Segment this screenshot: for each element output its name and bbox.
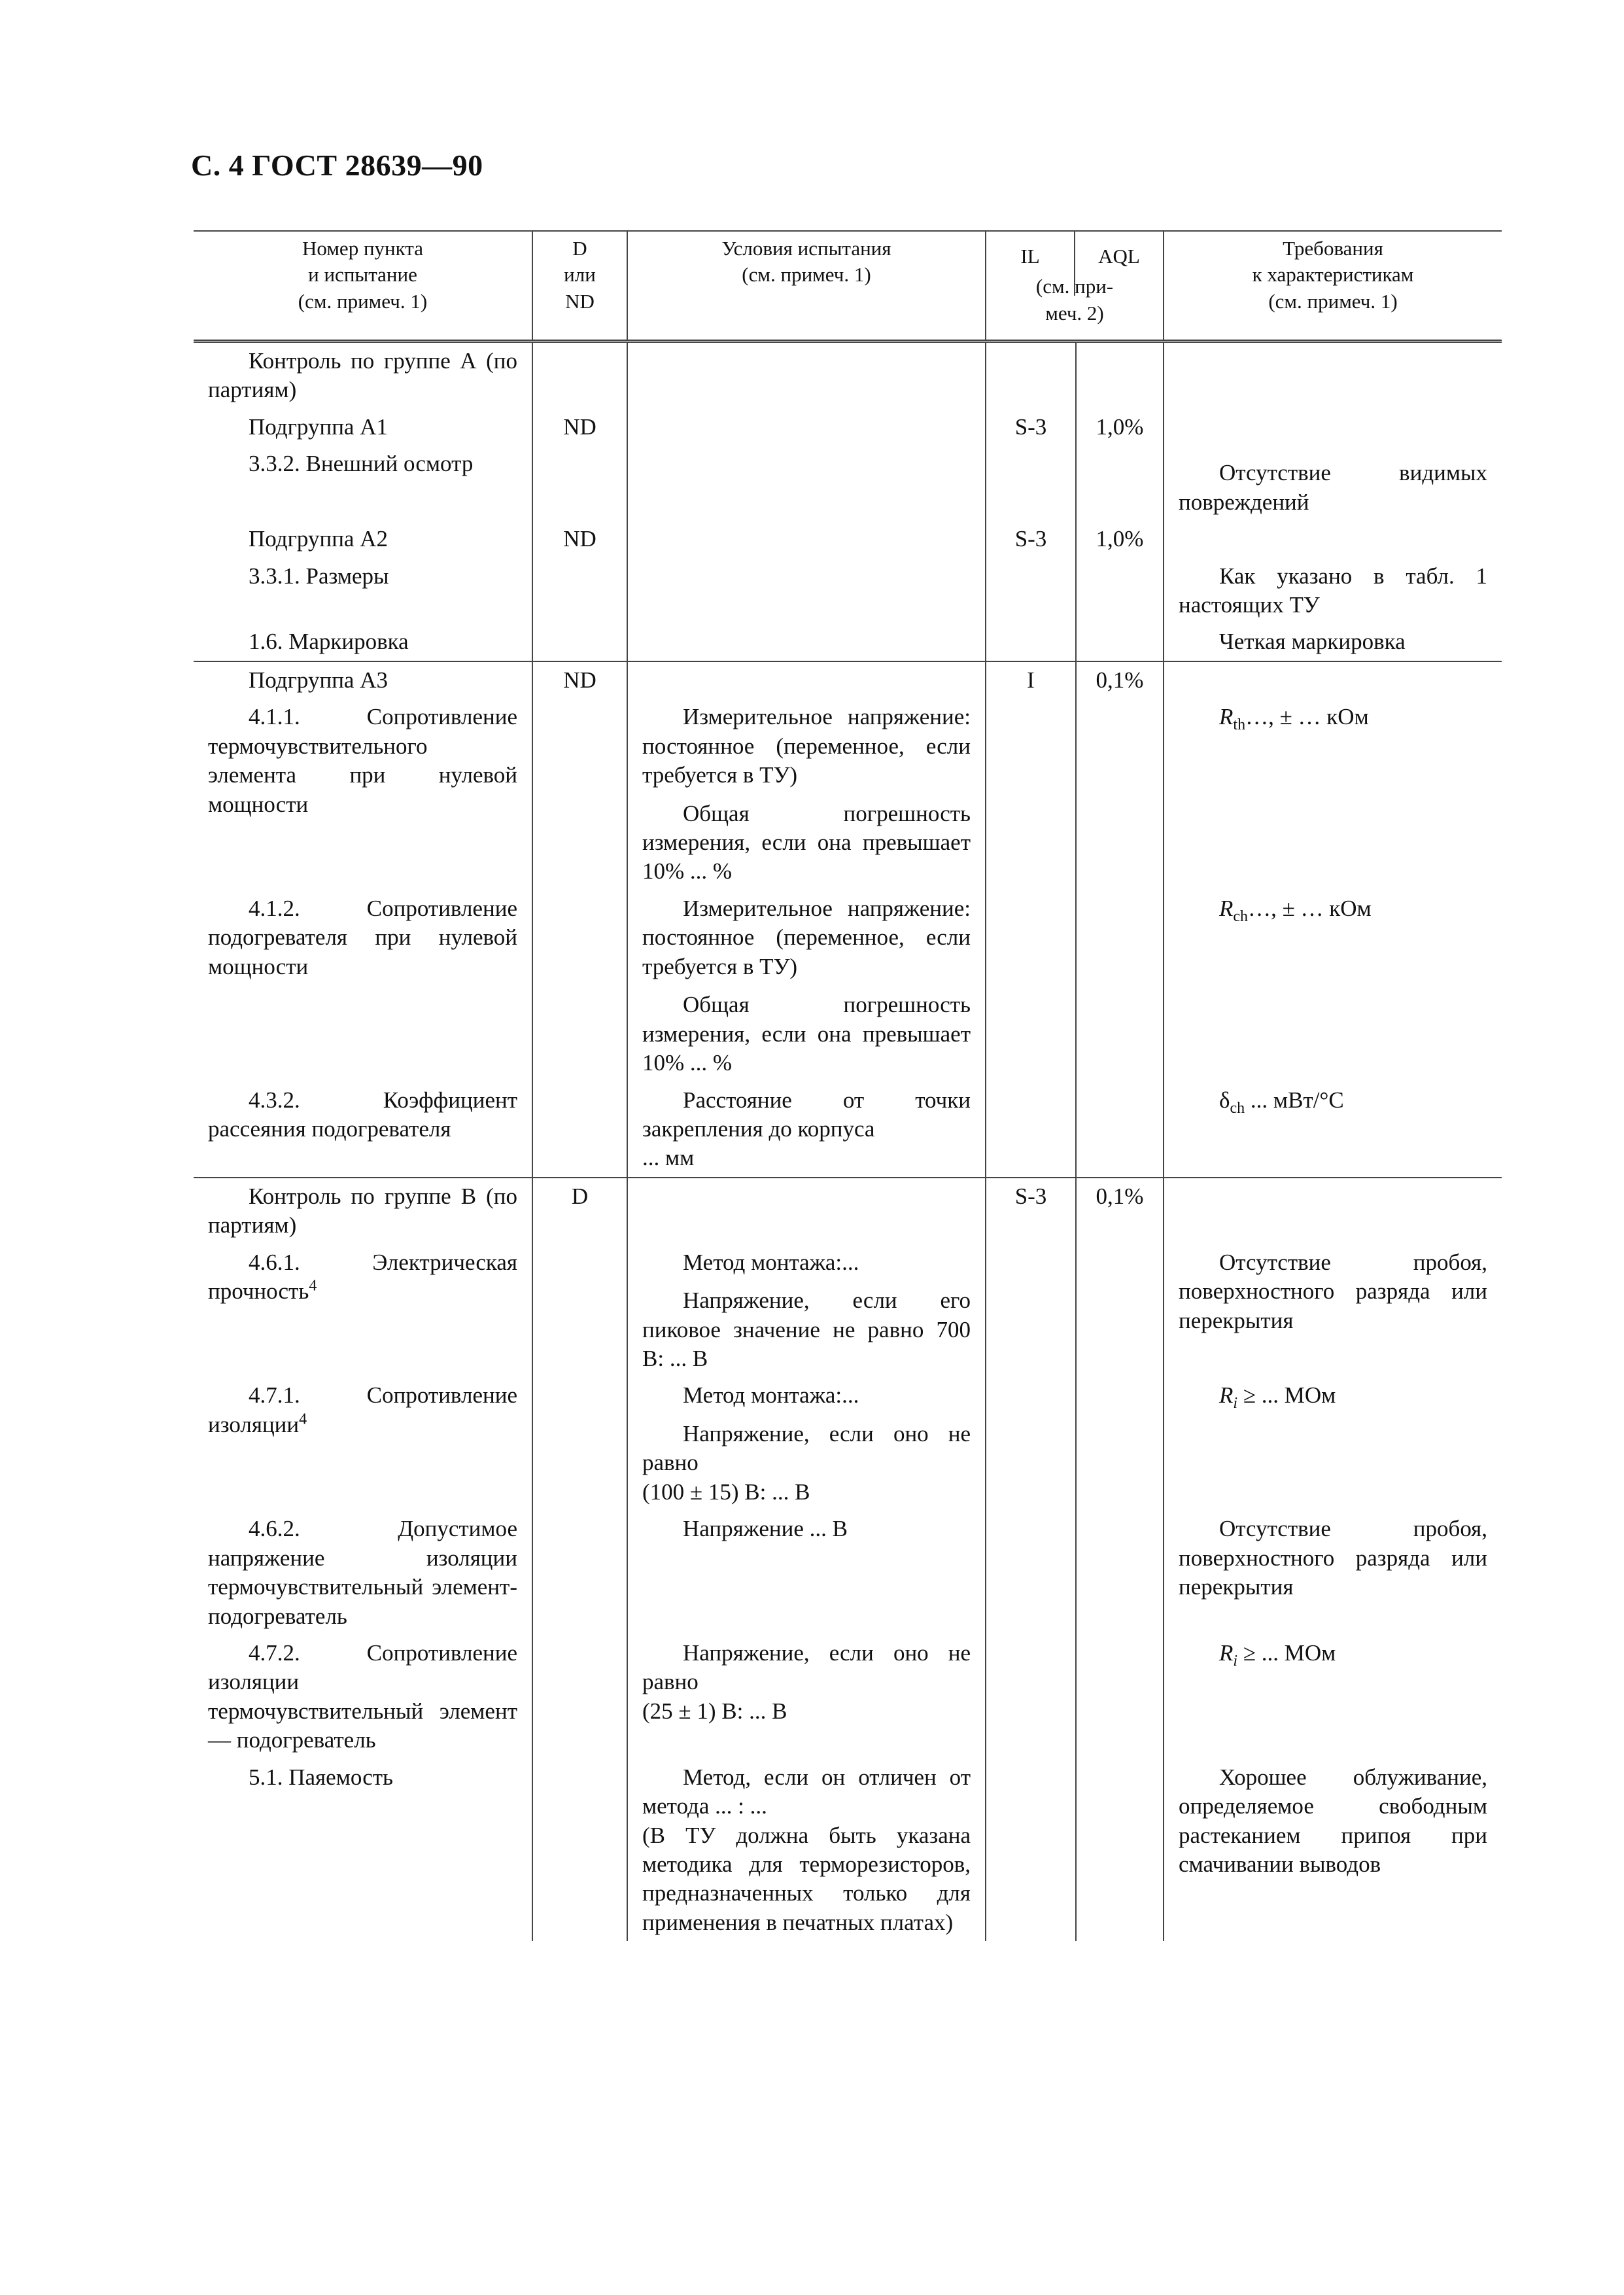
test-51-condition-1: Метод, если он отличен от метода ... : ... [642, 1764, 971, 1819]
subgroup-a1: Подгруппа А1 [194, 409, 532, 446]
test-331-requirement: Как указано в табл. 1 настоящих ТУ [1179, 563, 1488, 618]
a1-d-nd: ND [532, 409, 627, 446]
a2-aql: 1,0% [1076, 521, 1164, 557]
test-432-condition-2: ... мм [642, 1145, 695, 1171]
table-row [194, 521, 1502, 557]
table-row [194, 890, 1502, 1082]
group-b-aql: 0,1% [1076, 1178, 1164, 1244]
table-row [194, 1377, 1502, 1511]
a2-il: S-3 [986, 521, 1076, 557]
table-row [194, 1082, 1502, 1178]
test-432-req-sub: ch [1230, 1099, 1245, 1117]
table-row [194, 1511, 1502, 1635]
test-332-requirement: Отсутствие видимых повреждений [1179, 460, 1488, 515]
test-331-name: 3.3.1. Размеры [194, 558, 532, 624]
test-411-conditions [627, 699, 986, 890]
test-432-condition-1: Расстояние от точки закрепления до корпуса [642, 1087, 971, 1142]
column-header-conditions-text: Условия испытания (см. примеч. 1) [721, 237, 891, 287]
test-472-req-symbol: R [1219, 1639, 1234, 1666]
test-471-condition-3: (100 ± 15) В: ... В [642, 1479, 810, 1505]
test-472-conditions [627, 1635, 986, 1759]
a3-d-nd: ND [532, 661, 627, 699]
test-411-name: 4.1.1. Сопротивление термочувствительного элемента при нулевой мощности [194, 699, 532, 890]
table-row [194, 699, 1502, 890]
test-432-requirement [1164, 1082, 1502, 1178]
a3-il: I [986, 661, 1076, 699]
test-conditions-table [194, 230, 1502, 1941]
column-header-conditions [627, 231, 986, 341]
test-472-condition-2: (25 ± 1) В: ... В [642, 1698, 787, 1724]
test-16-requirement: Четкая маркировка [1219, 629, 1406, 655]
test-332-name: 3.3.2. Внешний осмотр [194, 446, 532, 521]
table-row [194, 1635, 1502, 1759]
table-row [194, 623, 1502, 661]
test-471-condition-1: Метод монтажа:... [683, 1382, 859, 1409]
test-472-condition-1: Напряжение, если оно не равно [642, 1639, 971, 1695]
test-461-name [194, 1244, 532, 1378]
table-row [194, 409, 1502, 446]
test-472-requirement [1164, 1635, 1502, 1759]
table-row [194, 558, 1502, 624]
test-412-condition-2: Общая погрешность измерения, если она превышает 10% ... % [642, 992, 971, 1076]
test-461-condition-2: Напряжение, если его пиковое значение не равно 700 В: ... В [642, 1288, 971, 1372]
test-411-req-symbol: R [1219, 704, 1234, 730]
column-header-requirements-text: Требования к характеристикам (см. примеч. 1) [1252, 237, 1414, 313]
column-header-il-aql-note: (см. при- меч. 2) [1035, 275, 1114, 324]
column-header-requirements [1164, 231, 1502, 341]
test-471-condition-2: Напряжение, если оно не равно [642, 1420, 971, 1476]
test-461-condition-1: Метод монтажа:... [683, 1249, 859, 1275]
test-51-name: 5.1. Паяемость [194, 1759, 532, 1942]
test-472-req-rest: ≥ ... МОм [1237, 1639, 1336, 1666]
test-461-name-text: 4.6.1. Электрическая прочность [208, 1249, 517, 1305]
test-471-req-sub: i [1233, 1395, 1238, 1412]
test-432-conditions [627, 1082, 986, 1178]
test-432-req-rest: ... мВт/°С [1245, 1087, 1344, 1113]
test-462-name: 4.6.2. Допустимое напряжение изоляции термочувствительный элемент-подогреватель [194, 1511, 532, 1635]
test-462-condition-1: Напряжение ... В [627, 1511, 986, 1635]
test-411-requirement [1164, 699, 1502, 890]
test-412-conditions [627, 890, 986, 1082]
test-412-condition-1: Измерительное напряжение: постоянное (переменное, если требуется в ТУ) [642, 895, 971, 979]
column-header-il-aql [986, 231, 1164, 341]
table-row [194, 661, 1502, 699]
a2-d-nd: ND [532, 521, 627, 557]
table-row [194, 1178, 1502, 1244]
test-472-req-sub: i [1233, 1652, 1238, 1670]
page-header: С. 4 ГОСТ 28639—90 [191, 149, 483, 182]
test-472-name: 4.7.2. Сопротивление изоляции термочувствительный элемент — подогреватель [194, 1635, 532, 1759]
column-header-d-nd [532, 231, 627, 341]
a1-il: S-3 [986, 409, 1076, 446]
test-471-requirement [1164, 1377, 1502, 1511]
table-row [194, 1244, 1502, 1378]
test-412-name: 4.1.2. Сопротивление подогревателя при нулевой мощности [194, 890, 532, 1082]
test-411-req-rest: …, ± … кОм [1245, 704, 1369, 730]
test-432-req-symbol: δ [1219, 1087, 1230, 1113]
test-412-req-symbol: R [1219, 895, 1234, 921]
group-a-title: Контроль по группе А (по партиям) [194, 341, 532, 408]
subgroup-a2: Подгруппа А2 [194, 521, 532, 557]
column-header-d-nd-text: D или ND [564, 237, 596, 313]
test-461-footnote: 4 [309, 1277, 317, 1295]
column-header-il: IL [986, 232, 1075, 296]
table-row [194, 446, 1502, 521]
group-b-title: Контроль по группе В (по партиям) [194, 1178, 532, 1244]
test-412-requirement [1164, 890, 1502, 1082]
test-432-name: 4.3.2. Коэффициент рассеяния подогревателя [194, 1082, 532, 1178]
test-51-conditions [627, 1759, 986, 1942]
test-471-footnote: 4 [299, 1410, 307, 1428]
a1-aql: 1,0% [1076, 409, 1164, 446]
test-412-req-sub: ch [1233, 907, 1249, 925]
test-471-name-text: 4.7.1. Сопротивление изоляции [208, 1382, 517, 1437]
group-b-il: S-3 [986, 1178, 1076, 1244]
column-header-item-text: Номер пункта и испытание (см. примеч. 1) [298, 237, 428, 313]
table-row [194, 341, 1502, 408]
test-411-condition-1: Измерительное напряжение: постоянное (переменное, если требуется в ТУ) [642, 704, 971, 788]
column-header-item [194, 231, 532, 341]
test-471-req-symbol: R [1219, 1382, 1234, 1409]
table-row [194, 1759, 1502, 1942]
test-471-conditions [627, 1377, 986, 1511]
group-b-d-nd: D [532, 1178, 627, 1244]
test-471-name [194, 1377, 532, 1511]
test-411-condition-2: Общая погрешность измерения, если она превышает 10% ... % [642, 800, 971, 885]
subgroup-a3: Подгруппа А3 [194, 661, 532, 699]
test-461-conditions [627, 1244, 986, 1378]
test-51-condition-2: (В ТУ должна быть указана методика для терморезисторов, предназначенных только для применения в печатных платах) [642, 1822, 971, 1935]
test-16-name: 1.6. Маркировка [194, 623, 532, 661]
test-51-requirement: Хорошее облуживание, определяемое свободным растеканием припоя при смачивании выводов [1179, 1764, 1488, 1878]
test-411-req-sub: th [1233, 716, 1246, 734]
column-header-aql: AQL [1098, 245, 1140, 268]
test-462-requirement: Отсутствие пробоя, поверхностного разряда или перекрытия [1179, 1516, 1488, 1600]
test-461-requirement: Отсутствие пробоя, поверхностного разряда или перекрытия [1179, 1249, 1488, 1333]
test-471-req-rest: ≥ ... МОм [1237, 1382, 1336, 1409]
test-412-req-rest: …, ± … кОм [1248, 895, 1372, 921]
a3-aql: 0,1% [1076, 661, 1164, 699]
